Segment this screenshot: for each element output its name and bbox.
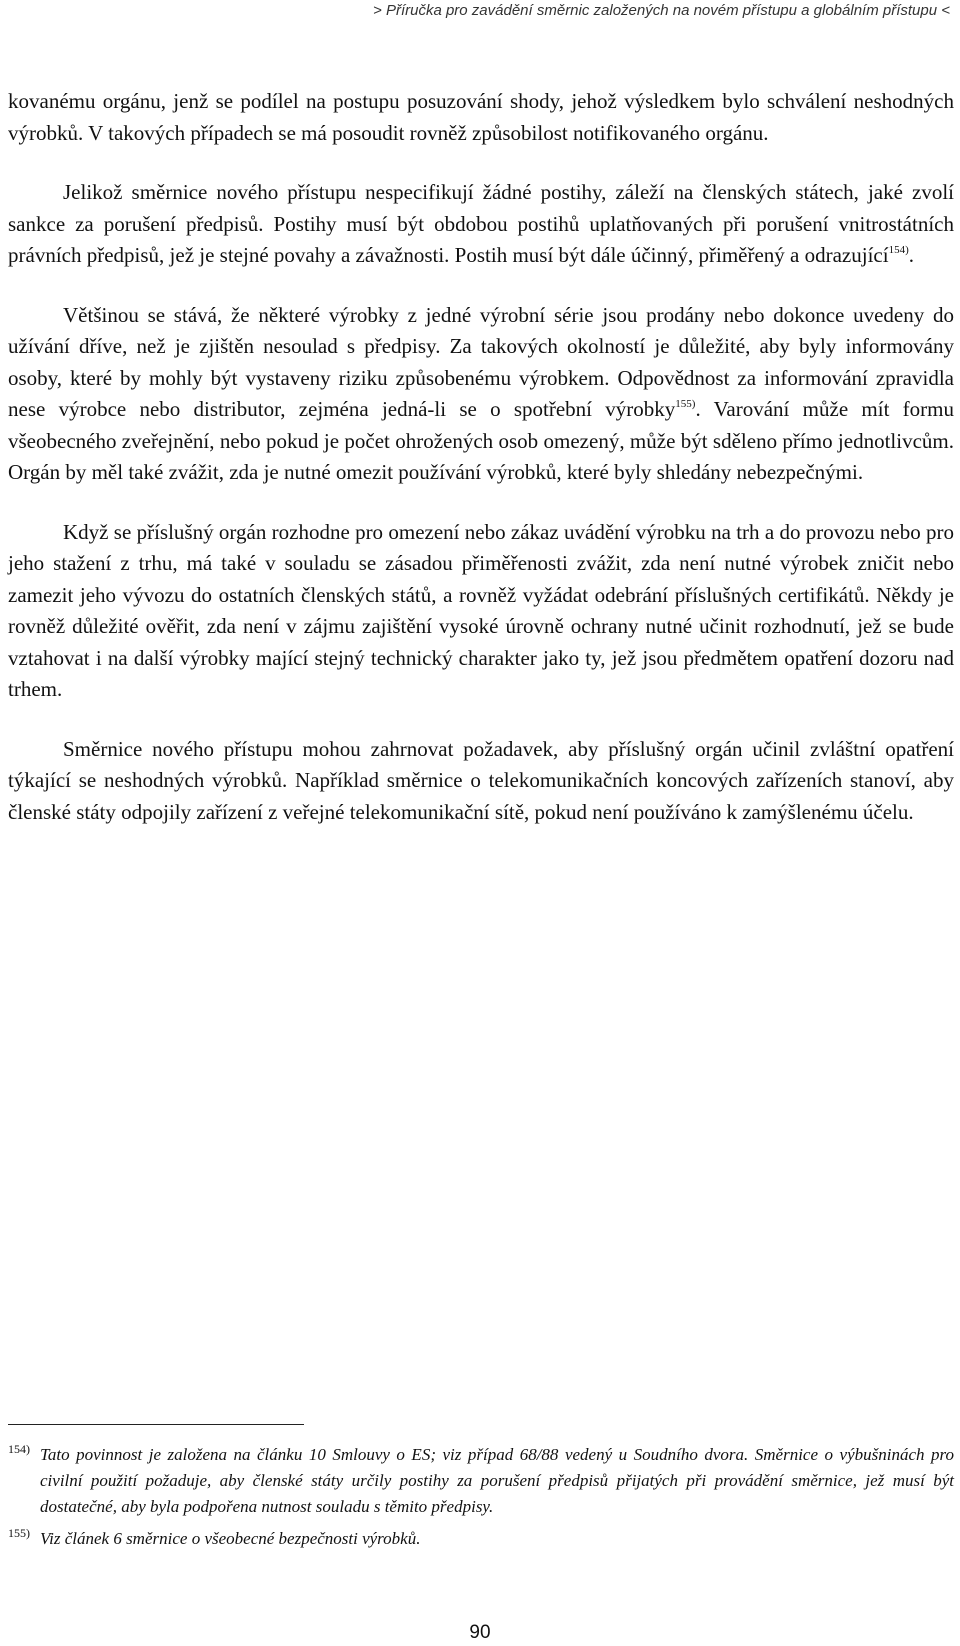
paragraph-5: Směrnice nového přístupu mohou zahrnovat požadavek, aby příslušný orgán učinil zvláštní opatření týkající se neshodných výrobků. Například směrnice o telekomunikačních koncových zařízeních stanoví, aby členské státy odpojily zařízení z veřejné telekomunikační sítě, pokud není používáno k zamýšlenému účelu. bbox=[8, 736, 954, 824]
footnote-separator bbox=[8, 1424, 304, 1425]
running-header bbox=[0, 2, 950, 22]
footnote-marker: 154) bbox=[8, 1442, 30, 1456]
footnote-ref-154[interactable]: 154) bbox=[888, 244, 909, 256]
footnote-text: Tato povinnost je založena na článku 10 Smlouvy o ES; viz případ 68/88 vedený u Soudního dvora. Směrnice o výbušninách pro civilní použití požaduje, aby členské státy určily postihy za porušení předpisů přijatých při provádění směrnice, jež musí být dostatečné, aby byla podpořena nutnost souladu s těmito předpisy. bbox=[40, 1445, 954, 1516]
footnote-text: Viz článek 6 směrnice o všeobecné bezpečnosti výrobků. bbox=[40, 1529, 421, 1548]
document-body bbox=[8, 86, 954, 856]
paragraph-3-text-b: . Varování může mít formu všeobecného zveřejnění, nebo pokud je počet ohrožených osob omezený, může být sděleno přímo jednotlivcům. Orgán by měl také zvážit, zda je nutné omezit používání výrobků, které byly shledány nebezpečnými. bbox=[8, 397, 954, 484]
footnote-ref-155[interactable]: 155) bbox=[675, 398, 696, 410]
paragraph-4: Když se příslušný orgán rozhodne pro omezení nebo zákaz uvádění výrobku na trh a do provozu nebo pro jeho stažení z trhu, má také v souladu se zásadou přiměřenosti zvážit, zda není nutné výrobek zničit nebo zamezit jeho vývozu do ostatních členských států, a rovněž vyžádat odebrání příslušných certifikátů. Někdy je rovněž důležité ověřit, zda není v zájmu zajištění vysoké úrovně ochrany nutné učinit rozhodnutí, jež se bude vztahovat i na další výrobky mající stejný technický charakter jako ty, jež jsou předmětem opatření dozoru nad trhem. bbox=[8, 519, 954, 701]
running-header-text: > Příručka pro zavádění směrnic založených na novém přístupu a globálním přístupu < bbox=[373, 2, 950, 19]
paragraph-2-text: Jelikož směrnice nového přístupu nespecifikují žádné postihy, záleží na členských státech, jaké zvolí sankce za porušení předpisů. Postihy musí být obdobou postihů uplatňovaných při porušení vnitrostátních právních předpisů, jež je stejné povahy a závažnosti. Postih musí být dále účinný, přiměřený a odrazující bbox=[8, 180, 954, 267]
paragraph-1: kovanému orgánu, jenž se podílel na postupu posuzování shody, jehož výsledkem bylo schválení neshodných výrobků. V takových případech se má posoudit rovněž způsobilost notifikovaného orgánu. bbox=[8, 89, 954, 145]
footnote-marker: 155) bbox=[8, 1526, 30, 1540]
paragraph-3-text-a: Většinou se stává, že některé výrobky z jedné výrobní série jsou prodány nebo dokonce uvedeny do užívání dříve, než je zjištěn nesoulad s předpisy. Za takových okolností je důležité, aby byly informovány osoby, které by mohly být vystaveny riziku způsobenému výrobkem. Odpovědnost za informování zpravidla nese výrobce nebo distributor, zejména jedná-li se o spotřební výrobky bbox=[8, 302, 954, 421]
paragraph-3 bbox=[8, 300, 954, 489]
page-number: 90 bbox=[469, 1622, 491, 1643]
footnotes-section bbox=[8, 1442, 954, 1558]
footnote-155 bbox=[8, 1526, 954, 1552]
paragraph-2 bbox=[8, 177, 954, 272]
paragraph-2-end: . bbox=[908, 243, 914, 267]
footnote-154 bbox=[8, 1442, 954, 1520]
